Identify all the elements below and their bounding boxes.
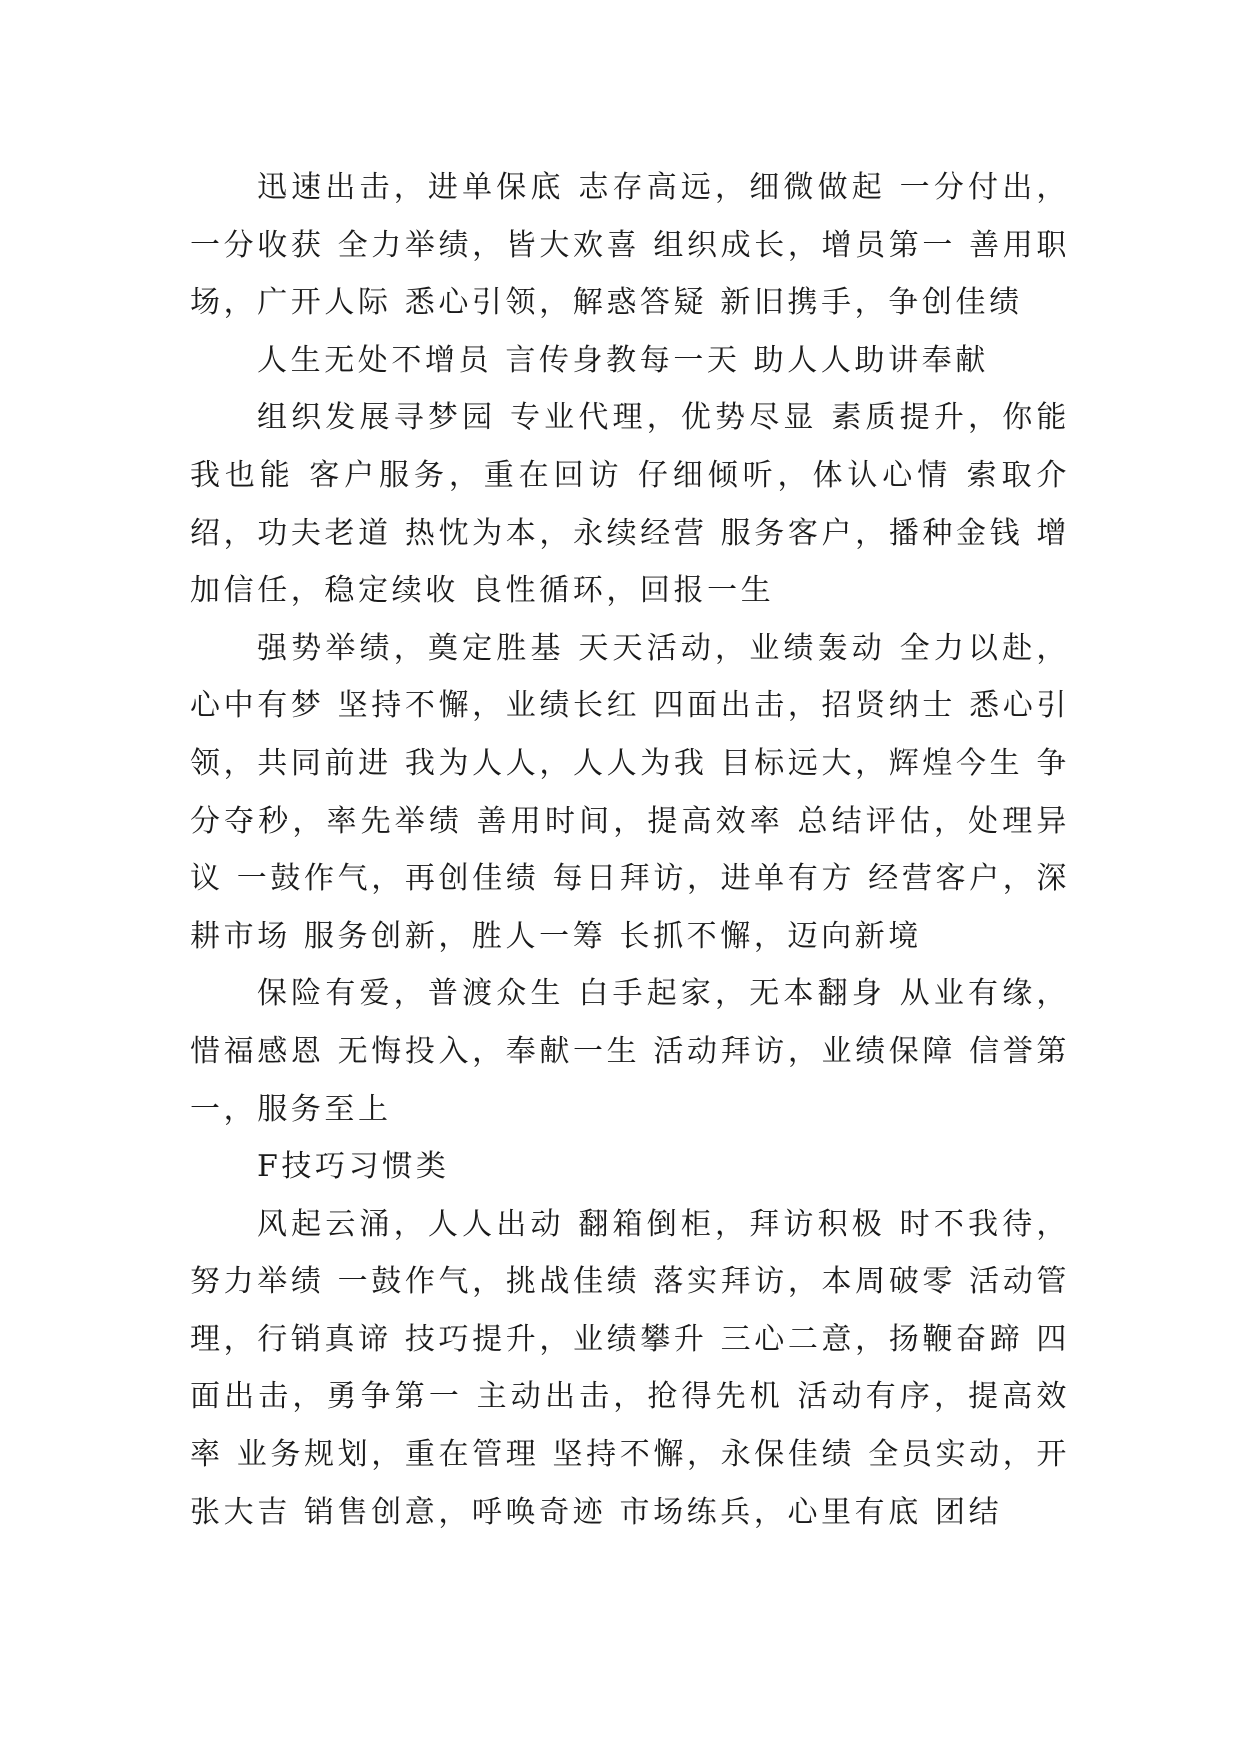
section-heading: F技巧习惯类 bbox=[257, 1149, 450, 1185]
document-body bbox=[190, 159, 1070, 1541]
paragraph-4: 强势举绩，奠定胜基 天天活动，业绩轰动 全力以赴，心中有梦 坚持不懈，业绩长红 四面出击，招贤纳士 悉心引领，共同前进 我为人人，人人为我 目标远大，辉煌今生 争分夺秒，率先举绩 善用时间，提高效率 总结评估，处理异议 一鼓作气，再创佳绩 每日拜访，进单有方 经营客户，深耕市场 服务创新，胜人一筹 长抓不懈，迈向新境 bbox=[190, 630, 1070, 954]
paragraph-6: 风起云涌，人人出动 翻箱倒柜，拜访积极 时不我待，努力举绩 一鼓作气，挑战佳绩 落实拜访，本周破零 活动管理，行销真谛 技巧提升，业绩攀升 三心二意，扬鞭奋蹄 四面出击，勇争第一 主动出击，抢得先机 活动有序，提高效率 业务规划，重在管理 坚持不懈，永保佳绩 全员实动，开张大吉 销售创意，呼唤奇迹 市场练兵，心里有底 团结 bbox=[190, 1206, 1070, 1530]
paragraph-2: 人生无处不增员 言传身教每一天 助人人助讲奉献 bbox=[257, 342, 989, 378]
paragraph-5: 保险有爱，普渡众生 白手起家，无本翻身 从业有缘，惜福感恩 无悔投入，奉献一生 活动拜访，业绩保障 信誉第一，服务至上 bbox=[190, 976, 1070, 1127]
paragraph-1: 迅速出击，进单保底 志存高远，细微做起 一分付出，一分收获 全力举绩，皆大欢喜 组织成长，增员第一 善用职场，广开人际 悉心引领，解惑答疑 新旧携手，争创佳绩 bbox=[190, 170, 1070, 321]
paragraph-3: 组织发展寻梦园 专业代理，优势尽显 素质提升，你能我也能 客户服务，重在回访 仔细倾听，体认心情 索取介绍，功夫老道 热忱为本，永续经营 服务客户，播种金钱 增加信任，稳定续收 良性循环，回报一生 bbox=[190, 400, 1070, 609]
